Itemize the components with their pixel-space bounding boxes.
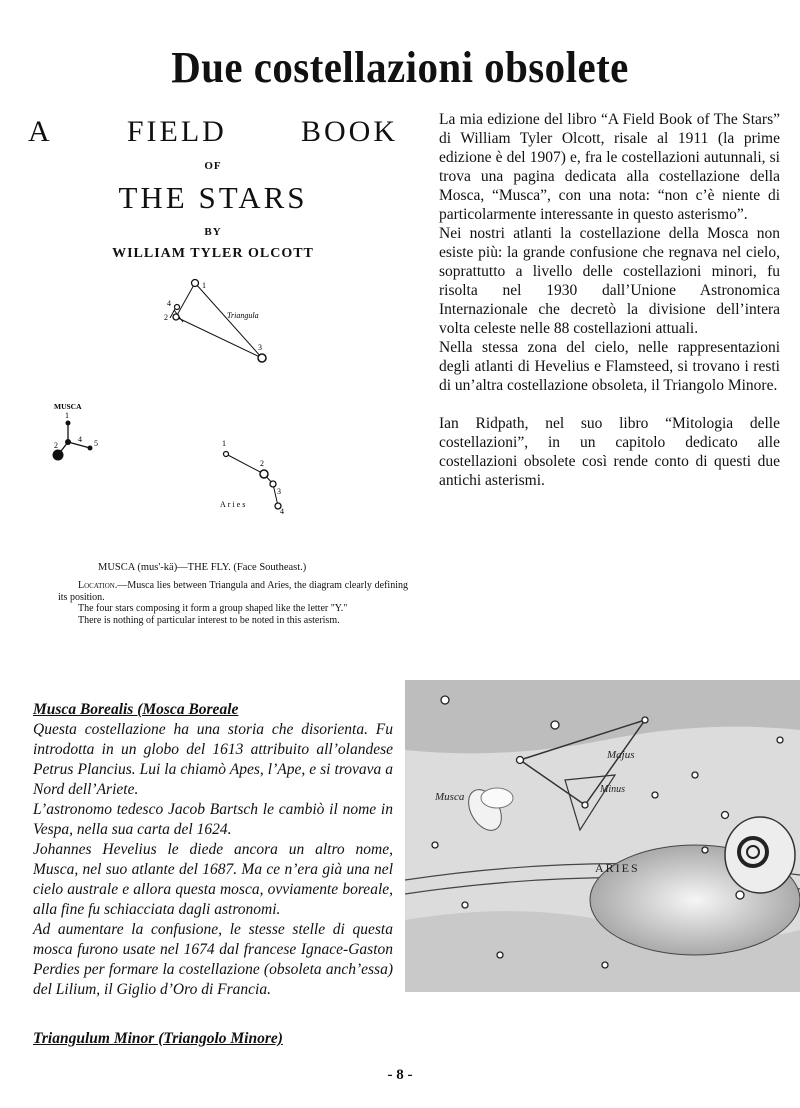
star-number: 5 <box>94 439 98 448</box>
caption-heading: MUSCA (mus'-kä)—THE FLY. (Face Southeast.) <box>98 562 307 573</box>
atlas-label: Musca <box>435 791 465 803</box>
star-marker <box>258 354 266 362</box>
paragraph: Johannes Hevelius le diede ancora un altro nome, Musca, nel suo atlante del 1687. Ma ce n’era già una nel cielo australe e allora questa mosca, ovviamente boreale, alla fine fu schiacciata dagli astronomi. <box>33 841 393 918</box>
star-number: 4 <box>280 507 284 516</box>
atlas-label: ARIES <box>595 861 640 875</box>
atlas-label: Minus <box>600 784 625 795</box>
aries-label: Aries <box>220 500 248 509</box>
triangulum-minor-heading: Triangulum Minor (Triangolo Minore) <box>33 1030 283 1047</box>
book-title-of: OF <box>204 160 222 172</box>
star-number: 2 <box>164 313 168 322</box>
right-column-text <box>439 110 780 490</box>
triangula-figure <box>170 283 262 358</box>
star-number: 1 <box>222 439 226 448</box>
star-marker <box>65 439 71 445</box>
star-marker <box>175 305 180 310</box>
star-marker <box>260 470 268 478</box>
aries-figure <box>226 454 278 506</box>
musca-borealis-heading: Musca Borealis (Mosca Boreale <box>33 701 239 718</box>
atlas-label: Majus <box>607 749 635 761</box>
caption-location-text: —Musca lies between Triangula and Aries, the diagram clearly defining its position. <box>58 580 408 603</box>
star-number: 3 <box>277 487 281 496</box>
book-by: BY <box>204 226 222 238</box>
musca-label: MUSCA <box>54 402 82 411</box>
paragraph: L’astronomo tedesco Jacob Bartsch le cambiò il nome in Vespa, nella sua carta del 1624. <box>33 801 393 838</box>
star-marker <box>270 481 276 487</box>
star-number: 3 <box>258 343 262 352</box>
triangula-label: Triangula <box>227 311 259 320</box>
star-number: 4 <box>167 299 171 308</box>
book-title-line2: THE STARS <box>118 180 308 215</box>
star-number: 4 <box>78 435 82 444</box>
star-number: 1 <box>202 281 206 290</box>
atlas-image <box>405 680 800 992</box>
constellation-diagram <box>30 270 410 550</box>
book-title-word: A <box>28 115 53 148</box>
paragraph: Nei nostri atlanti la costellazione della Mosca non esiste più: la grande confusione che regnava nel cielo, soprattutto a livello delle costellazioni minori, fu risolta nel 1930 dall’Unione Astronomica Internazionale che decretò la divisione dell’intera volta celeste nelle 88 costellazioni attuali. <box>439 225 780 337</box>
star-number: 1 <box>65 411 69 420</box>
star-marker <box>192 280 199 287</box>
book-author: WILLIAM TYLER OLCOTT <box>112 246 314 261</box>
caption-location <box>58 580 408 603</box>
book-caption <box>58 562 408 626</box>
book-title-word: FIELD <box>126 115 227 148</box>
page-number: - 8 - <box>387 1067 413 1083</box>
musca-figure <box>58 423 90 455</box>
paragraph: Nella stessa zona del cielo, nelle rappresentazioni degli atlanti di Hevelius e Flamsteed, si trovano i resti di un’altra costellazione obsoleta, il Triangolo Minore. <box>439 339 780 394</box>
star-marker <box>224 452 229 457</box>
star-marker <box>53 450 64 461</box>
caption-location-label: Location. <box>78 580 118 592</box>
caption-stars: The four stars composing it form a group shaped like the letter "Y." <box>78 603 348 615</box>
star-number: 2 <box>260 459 264 468</box>
star-marker <box>173 314 179 320</box>
musca-borealis-section <box>33 700 393 1000</box>
paragraph: La mia edizione del libro “A Field Book of The Stars” di William Tyler Olcott, risale al 1911 (la prime edizione è del 1907) e, fra le costellazioni autunnali, si trova una pagina dedicata alla costellazione della Mosca, “Musca”, con una nota: “non c’è niente di particolarmente interessante in questo asterismo”. <box>439 111 780 223</box>
paragraph: Ad aumentare la confusione, le stesse stelle di questa mosca furono usate nel 1674 dal francese Ignace-Gaston Perdies per formare la costellazione (obsoleta anch’essa) del Lilium, il Giglio d’Oro di Francia. <box>33 921 393 998</box>
page-title: Due costellazioni obsolete <box>171 43 629 92</box>
caption-interest: There is nothing of particular interest to be noted in this asterism. <box>78 614 340 626</box>
star-number: 2 <box>54 441 58 450</box>
star-marker <box>88 446 93 451</box>
book-title-line1 <box>28 115 398 149</box>
paragraph: Ian Ridpath, nel suo libro “Mitologia delle costellazioni”, in un capitolo dedicato alle costellazioni obsolete così rende conto di questi due antichi asterismi. <box>439 415 780 489</box>
book-title-word: BOOK <box>300 115 398 148</box>
star-marker <box>66 421 71 426</box>
paragraph: Questa costellazione ha una storia che disorienta. Fu introdotta in un globo del 1613 attribuito all’olandese Petrus Plancius. Lui la chiamò Apes, l’Ape, e si trovava a Nord dell’Ariete. <box>33 721 393 798</box>
